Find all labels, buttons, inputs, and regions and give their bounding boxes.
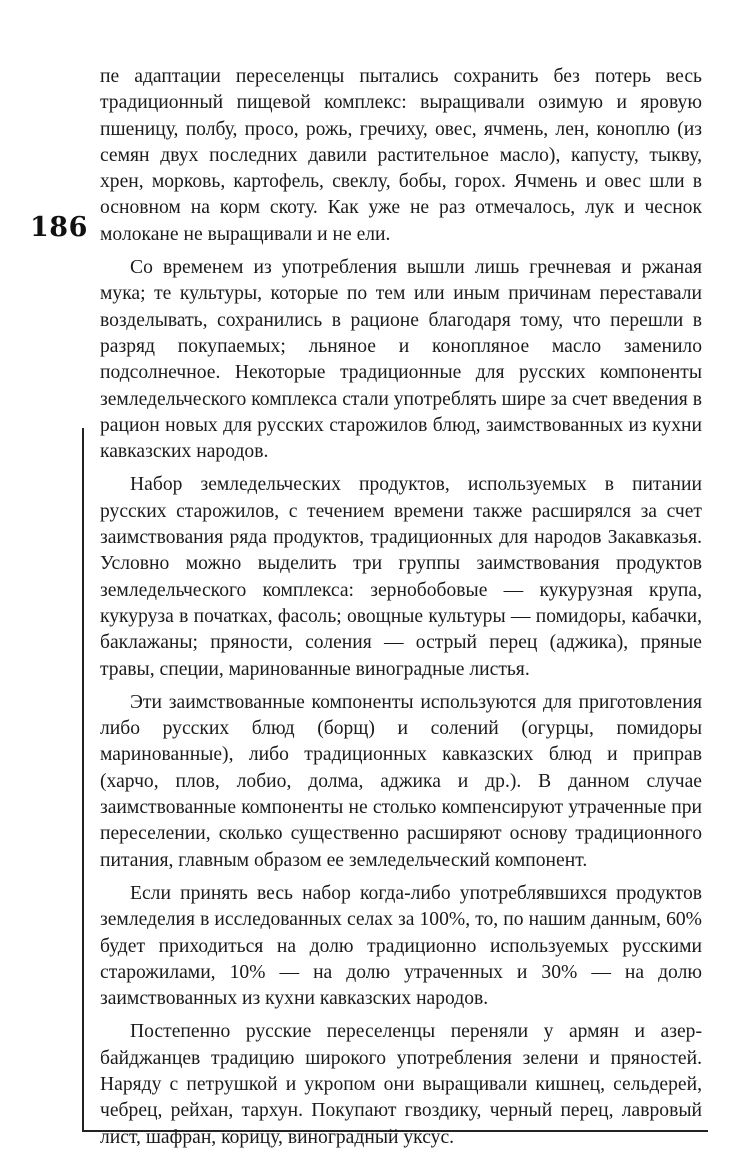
text-column bbox=[100, 64, 702, 1158]
paragraph: Постепенно русские переселенцы переняли у армян и азербайджанцев традицию широкого употребления зелени и пряностей. Наряду с петрушкой и укропом они выращивали кишнец, сельдерей, чебрец, рейхан, тархун. Покупают гвоздику, черный перец, лавровый лист, шафран, корицу, виноградный уксус. bbox=[100, 1021, 702, 1148]
paragraph: Набор земледельческих продуктов, используемых в питании русских старожилов, с течением времени также расширялся за счет заимствования ряда продуктов, традиционных для народов Закавказья. Условно можно выделить три группы заимствования продуктов земледельческого комплекса: зернобобовые — кукурузная крупа, кукуруза в початках, фасоль; овощные культуры — помидоры, кабачки, баклажаны; пряности, соления — острый перец (аджика), пряные травы, специи, маринованные виноградные листья. bbox=[100, 474, 702, 680]
paragraph: Со временем из употребления вышли лишь гречневая и ржаная мука; те культуры, которые по тем или иным причинам переставали возделывать, сохранились в рационе благодаря тому, что перешли в разряд покупаемых; льняное и конопляное масло заменило подсолнечное. Некоторые традиционные для русских компоненты земледельческого комплекса стали употреблять шире за счет введения в рацион новых для русских старожилов блюд, заимствованных из кухни кавказских народов. bbox=[100, 257, 702, 463]
paragraph: пе адаптации переселенцы пытались сохранить без потерь весь традиционный пищевой комплекс: выращивали озимую и яровую пшеницу, полбу, просо, рожь, гречиху, овес, ячмень, лен, коноплю (из семян двух последних давили растительное масло), капусту, тыкву, хрен, морковь, картофель, свеклу, бобы, горох. Ячмень и овес шли в основном на корм скоту. Как уже не раз отмечалось, лук и чеснок молокане не выращивали и не ели. bbox=[100, 66, 702, 245]
page-number: 186 bbox=[30, 212, 88, 243]
paragraph: Если принять весь набор когда-либо употреблявшихся продуктов земледелия в исследованных селах за 100%, то, по нашим данным, 60% будет приходиться на долю традиционно используемых русскими старожилами, 10% — на долю утраченных и 30% — на долю заимствованных из кухни кавказских народов. bbox=[100, 882, 702, 1010]
paragraph: Эти заимствованные компоненты используются для приготовления либо русских блюд (борщ) и солений (огурцы, помидоры маринованные), либо традиционных кавказских блюд и приправ (харчо, плов, лобио, долма, аджика и др.). В данном случае заимствованные компоненты не столько компенсируют утраченные при переселении, сколько существенно расширяют основу традиционного питания, главным образом ее земледельческий компонент. bbox=[100, 691, 702, 871]
vertical-rule bbox=[82, 428, 84, 1131]
